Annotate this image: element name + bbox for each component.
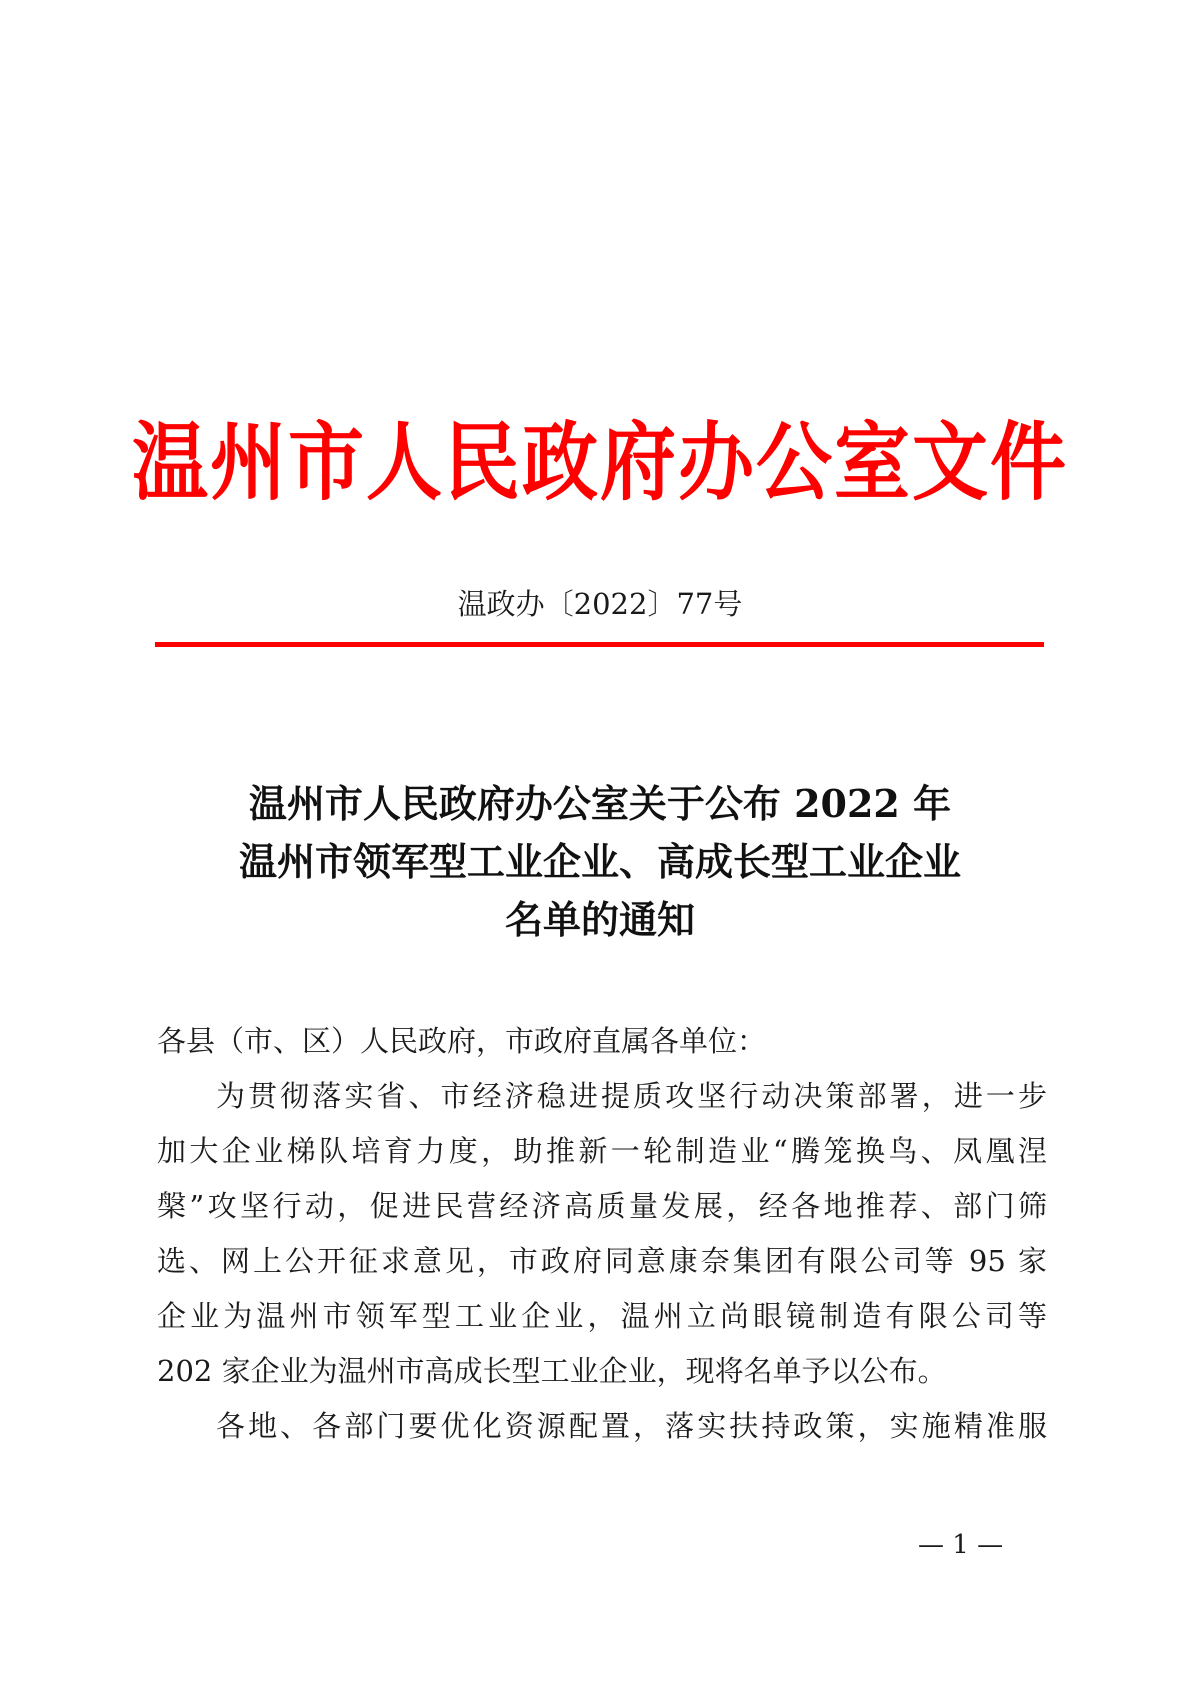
title-line-3: 名单的通知 — [504, 897, 695, 942]
salutation: 各县（市、区）人民政府，市政府直属各单位： — [157, 1024, 767, 1058]
page-number: — 1 — — [918, 1530, 1004, 1560]
document-number: 温政办〔2022〕77号 — [457, 587, 743, 621]
document-body — [157, 1014, 1047, 1454]
body-line-1: 为贯彻落实省、市经济稳进提质攻坚行动决策部署，进一步 — [216, 1079, 1047, 1113]
body-line-6: 202 家企业为温州市高成长型工业企业，现将名单予以公布。 — [157, 1354, 947, 1388]
body-line-2: 加大企业梯队培育力度，助推新一轮制造业“腾笼换鸟、凤凰涅 — [157, 1134, 1047, 1168]
title-line-1: 温州市人民政府办公室关于公布 2022 年 — [248, 781, 952, 826]
body-line-4: 选、网上公开征求意见，市政府同意康奈集团有限公司等 95 家 — [157, 1244, 1047, 1278]
body-line-5: 企业为温州市领军型工业企业，温州立尚眼镜制造有限公司等 — [157, 1299, 1047, 1333]
red-divider-rule — [155, 642, 1044, 647]
document-masthead: 温州市人民政府办公室文件 — [132, 412, 1068, 513]
body-line-3: 槃”攻坚行动，促进民营经济高质量发展，经各地推荐、部门筛 — [157, 1189, 1047, 1223]
body-line-7: 各地、各部门要优化资源配置，落实扶持政策，实施精准服 — [216, 1409, 1047, 1443]
title-line-2: 温州市领军型工业企业、高成长型工业企业 — [238, 839, 961, 884]
document-title — [0, 775, 1200, 949]
